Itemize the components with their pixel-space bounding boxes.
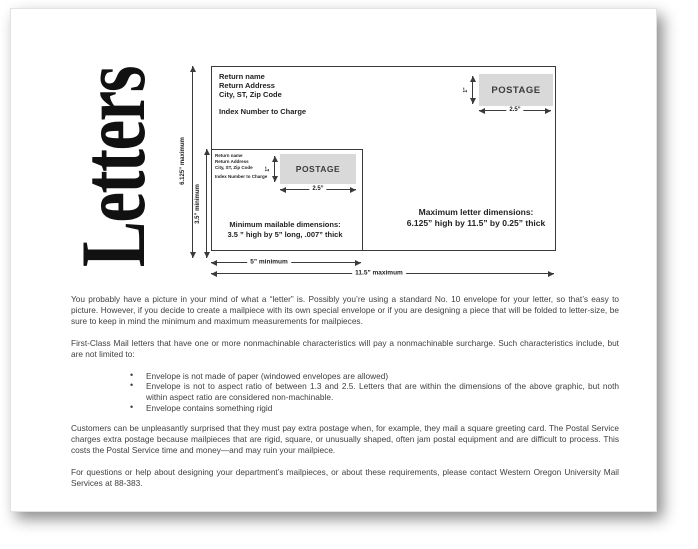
- height-min-arrow: [206, 149, 207, 258]
- return-address-line: Return Address: [219, 81, 275, 90]
- height-min-label: 3.5” minimum: [195, 184, 201, 224]
- min-postage-height-label: 1”: [265, 166, 271, 172]
- min-envelope-postage-box: [280, 154, 356, 184]
- city-state-zip-line: City, ST, Zip Code: [215, 164, 253, 170]
- extra-postage-paragraph: Customers can be unpleasantly surprised that they must pay extra postage when, for example, they mail a square greeting card. The Postal Service charges extra postage because mailpieces that are rigid, square, or unusually shaped, often jam postal equipment and are difficult to process. This costs the Postal Service time and money—and may ruin your mailpiece.: [71, 423, 619, 455]
- page-title-text: Letters: [62, 66, 164, 268]
- max-postage-height-label: 1”: [463, 87, 469, 93]
- max-caption-detail: 6.125” high by 11.5” by 0.25” thick: [406, 218, 546, 228]
- document-page: [10, 8, 657, 512]
- height-max-label: 6.125” maximum: [180, 137, 186, 185]
- list-item: • Envelope is not made of paper (windowed envelopes are allowed): [146, 371, 619, 382]
- min-dimensions-caption: [215, 220, 355, 240]
- list-item: • Envelope contains something rigid: [146, 403, 619, 414]
- index-number-line: Index Number to Charge: [219, 107, 307, 116]
- width-max-label: 11.5” maximum: [352, 270, 406, 277]
- return-address-line: Return Address: [215, 158, 249, 164]
- surcharge-paragraph: First-Class Mail letters that have one or more nonmachinable characteristics will pay a nonmachinable surcharge. Such characteristics include, but are not limited to:: [71, 337, 619, 359]
- height-max-arrow: [192, 66, 193, 258]
- max-caption-title: Maximum letter dimensions:: [418, 207, 534, 217]
- min-caption-detail: 3.5 ” high by 5” long, .007” thick: [227, 230, 343, 239]
- postage-label: POSTAGE: [491, 84, 541, 96]
- min-postage-height-arrow: [274, 156, 275, 182]
- min-caption-title: Minimum mailable dimensions:: [229, 220, 341, 229]
- index-number-line: Index Number to Charge: [215, 174, 268, 180]
- list-item: • Envelope is not to aspect ratio of between 1.3 and 2.5. Letters that are within the dimensions of the above graphic, but noth within aspect ratio are considered non-machinable.: [146, 381, 619, 403]
- min-postage-width-label: 2.5”: [309, 186, 326, 192]
- max-postage-height-arrow: [472, 76, 473, 104]
- nonmachinable-list: [71, 371, 619, 415]
- max-dimensions-caption: [396, 207, 556, 229]
- postage-label: POSTAGE: [295, 164, 341, 174]
- intro-paragraph: You probably have a picture in your mind of what a “letter” is. Possibly you’re using a standard No. 10 envelope for your letter, so that’s easy to picture. However, if you decide to create a mailpiece with its own special envelope or if you are designing a piece that will be folded to letter-size, be sure to keep in mind the minimum and maximum measurements for mailpieces.: [71, 294, 619, 326]
- city-state-zip-line: City, ST, Zip Code: [219, 90, 282, 99]
- contact-paragraph: For questions or help about designing your department’s mailpieces, or about these requirements, please contact Western Oregon University Mail Services at 88-383.: [71, 466, 619, 488]
- max-envelope-address: [219, 72, 306, 116]
- width-min-label: 5” minimum: [247, 259, 291, 266]
- max-envelope-postage-box: [479, 74, 553, 106]
- return-name-line: Return name: [215, 153, 243, 158]
- body-text: [71, 294, 619, 500]
- page-title: [60, 67, 166, 267]
- return-name-line: Return name: [219, 72, 265, 81]
- max-postage-width-label: 2.5”: [506, 107, 523, 113]
- min-envelope-address: [215, 153, 267, 180]
